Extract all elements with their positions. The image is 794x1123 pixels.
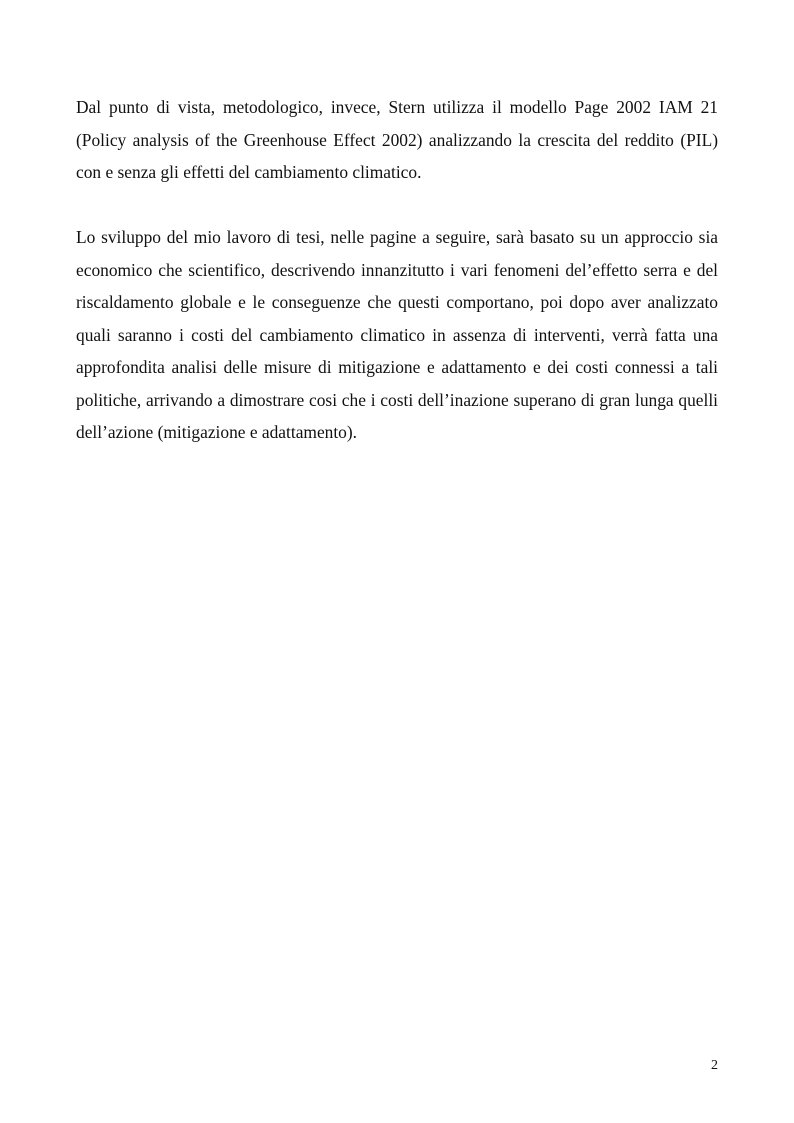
paragraph-methodology: Dal punto di vista, metodologico, invece, Stern utilizza il modello Page 2002 IAM 21 (Policy analysis of the Greenhouse Effect 2002) analizzando la crescita del reddito (PIL) con e senza gli effetti del cambiamento climatico. xyxy=(76,97,718,182)
paragraph-thesis-outline: Lo sviluppo del mio lavoro di tesi, nelle pagine a seguire, sarà basato su un approccio sia economico che scientifico, descrivendo innanzitutto i vari fenomeni del’effetto serra e del riscaldamento globale e le conseguenze che questi comportano, poi dopo aver analizzato quali saranno i costi del cambiamento climatico in assenza di interventi, verrà fatta una approfondita analisi delle misure di mitigazione e adattamento e dei costi connessi a tali politiche, arrivando a dimostrare cosi che i costi dell’inazione superano di gran lunga quelli dell’azione (mitigazione e adattamento). xyxy=(76,227,718,442)
page-number: 2 xyxy=(711,1058,718,1073)
body-text xyxy=(76,91,718,449)
